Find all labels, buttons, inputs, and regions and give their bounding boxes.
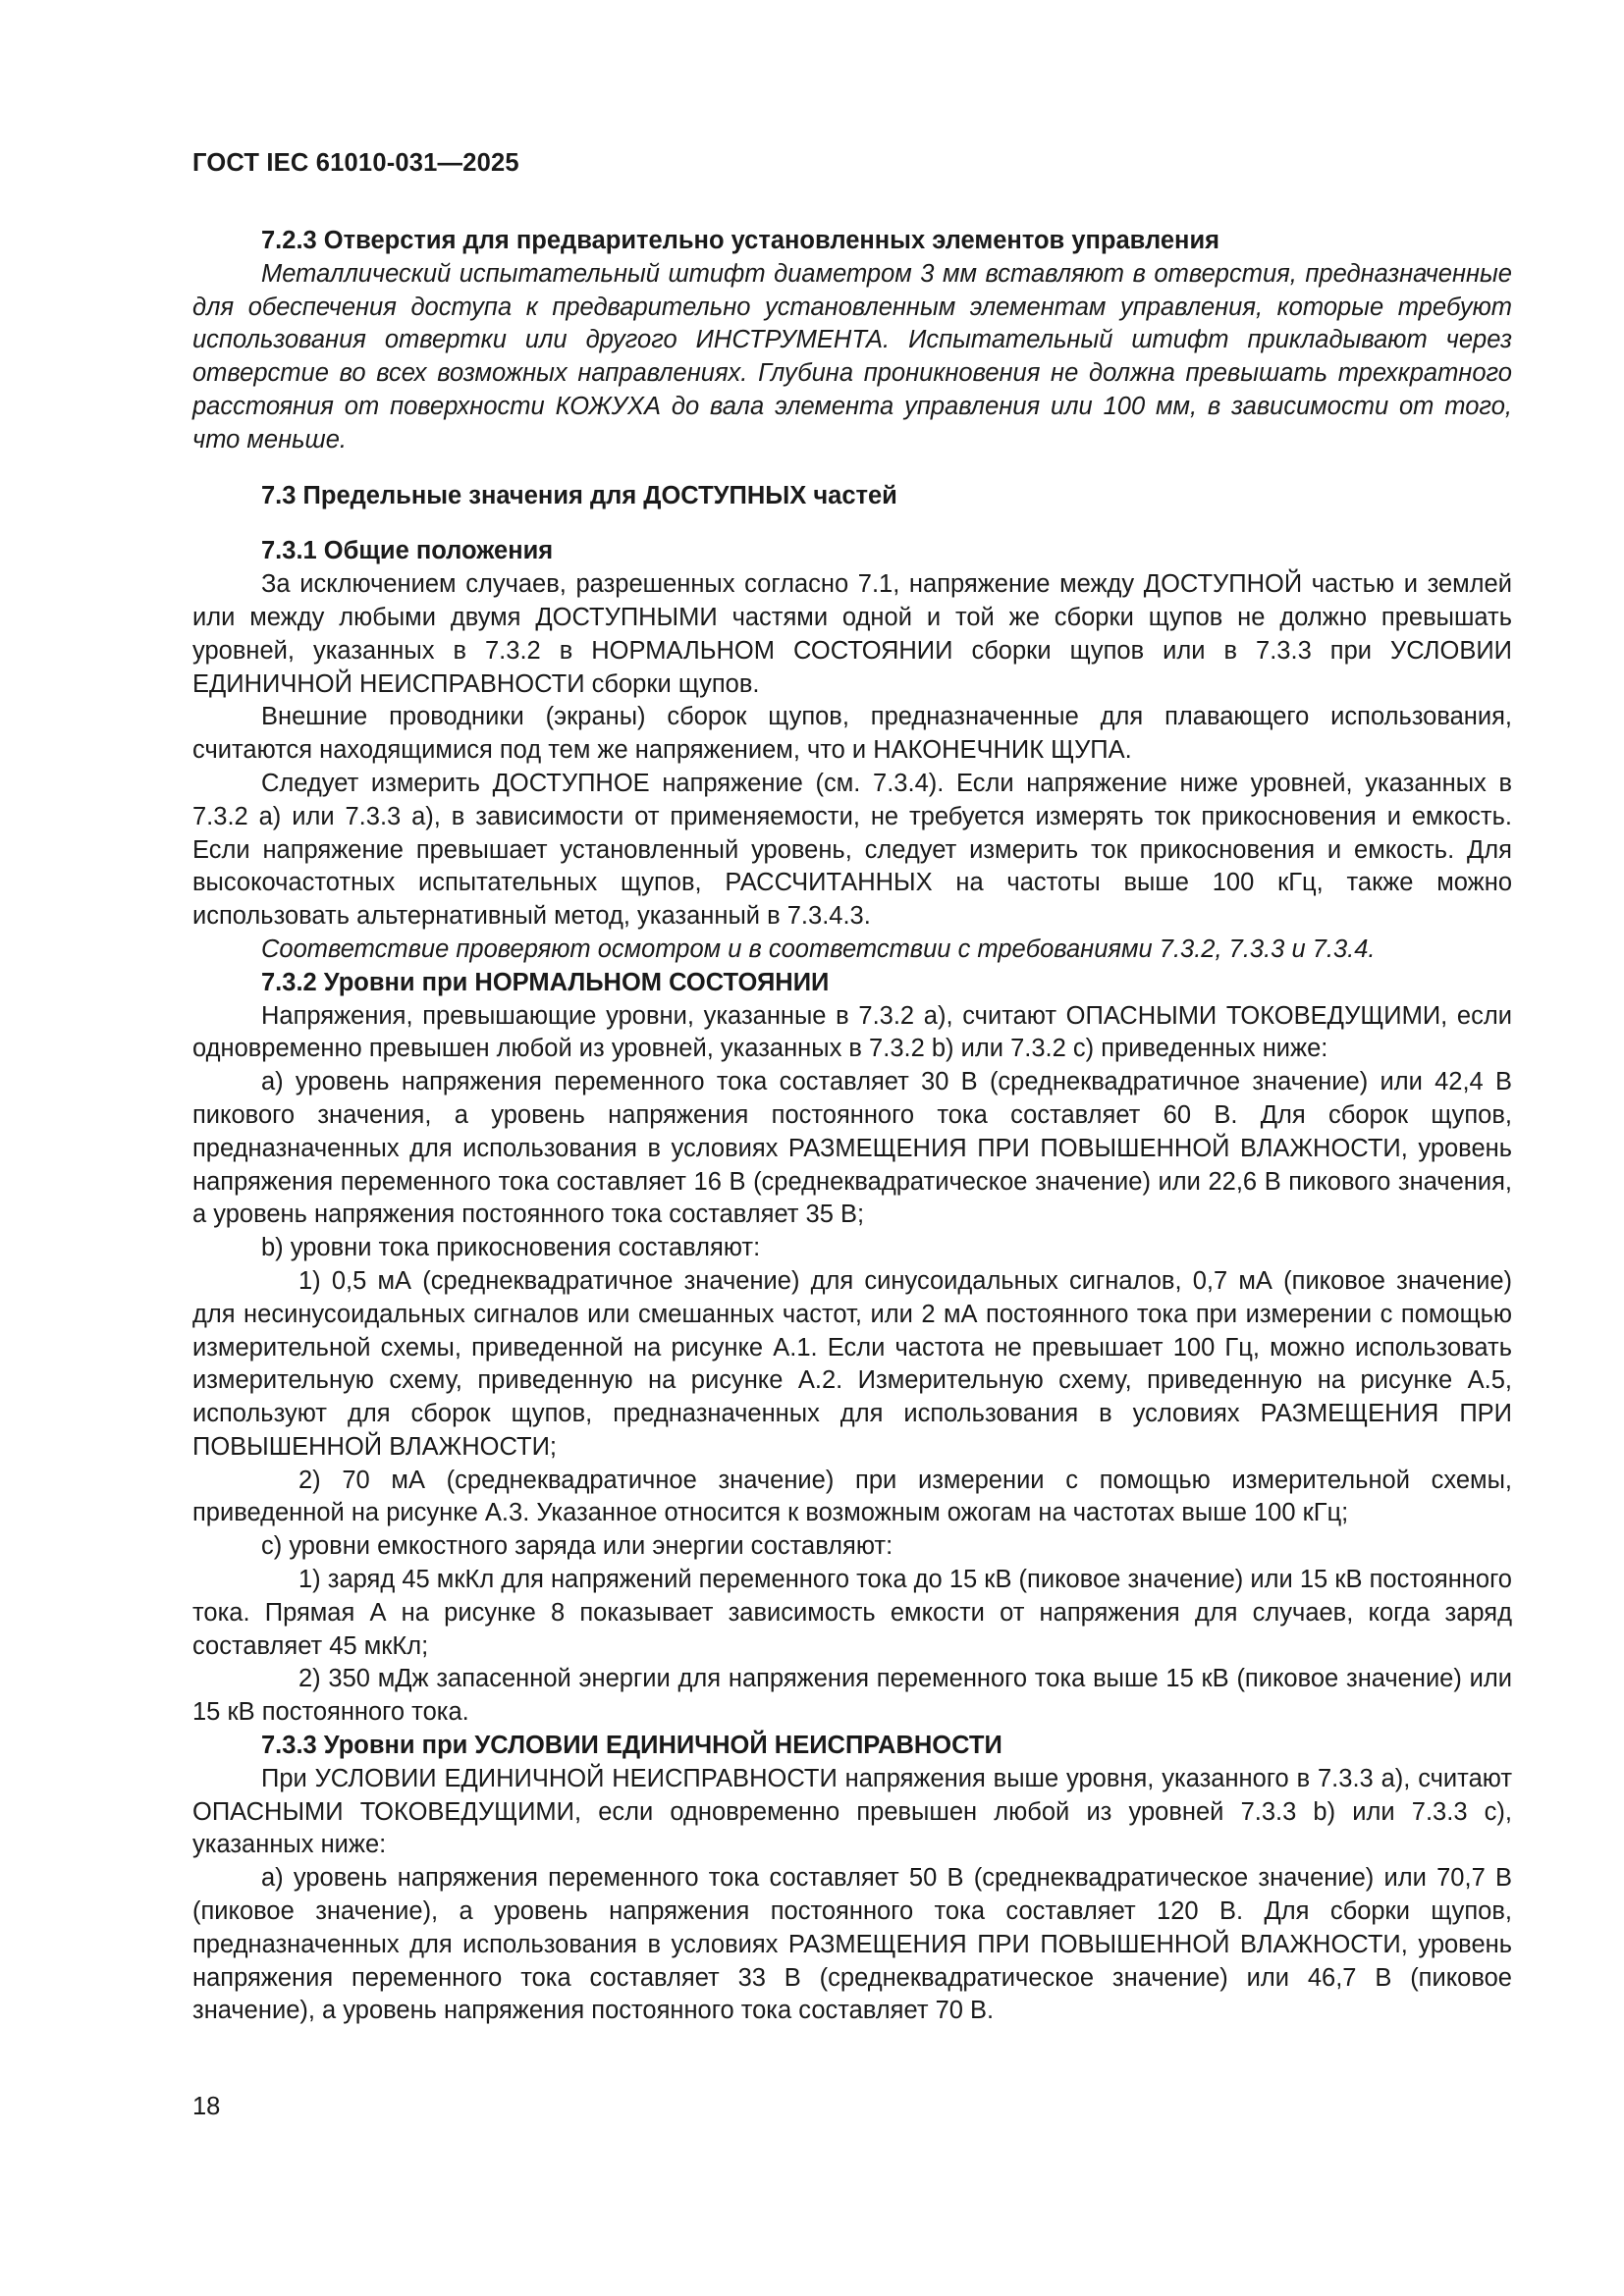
list-item-7-3-2-a: а) уровень напряжения переменного тока составляет 30 В (среднеквадратичное значение) или 42,4 В пикового значения, а уровень напряжения постоянного тока составляет 60 В. Для сборок щупов, предназначенных для использования в условиях РАЗМЕЩЕНИЯ ПРИ ПОВЫШЕННОЙ ВЛАЖНОСТИ, уровень напряжения переменного тока составляет 16 В (среднеквадратическое значение) или 22,6 В пикового значения, а уровень напряжения постоянного тока составляет 35 В; (192, 1068, 1512, 1229)
paragraph-7-3-1-1: За исключением случаев, разрешенных согласно 7.1, напряжение между ДОСТУПНОЙ частью и землей или между любыми двумя ДОСТУПНЫМИ частями одной и той же сборки щупов не должно превышать уровней, указанных в 7.3.2 в НОРМАЛЬНОМ СОСТОЯНИИ сборки щупов или в 7.3.3 при УСЛОВИИ ЕДИНИЧНОЙ НЕИСПРАВНОСТИ сборки щупов. (192, 570, 1512, 698)
heading-7-2-3: 7.2.3 Отверстия для предварительно установленных элементов управления (261, 227, 1219, 254)
paragraph-7-3-3-intro: При УСЛОВИИ ЕДИНИЧНОЙ НЕИСПРАВНОСТИ напряжения выше уровня, указанного в 7.3.3 а), считают ОПАСНЫМИ ТОКОВЕДУЩИМИ, если одновременно превышен любой из уровней 7.3.3 b) или 7.3.3 c), указанных ниже: (192, 1764, 1512, 1859)
list-item-7-3-2-c-1: 1) заряд 45 мкКл для напряжений переменного тока до 15 кВ (пиковое значение) или 15 кВ постоянного тока. Прямая А на рисунке 8 показывает зависимость емкости от напряжения для случаев, когда заряд составляет 45 мкКл; (192, 1566, 1512, 1660)
paragraph-7-2-3: Металлический испытательный штифт диаметром 3 мм вставляют в отверстия, предназначенные для обеспечения доступа к предварительно установленным элементам управления, которые требуют использования отвертки или другого ИНСТРУМЕНТА. Испытательный штифт прикладывают через отверстие во всех возможных направлениях. Глубина проникновения не должна превышать трехкратного расстояния от поверхности КОЖУХА до вала элемента управления или 100 мм, в зависимости от того, что меньше. (192, 259, 1512, 454)
page-number: 18 (192, 2093, 221, 2120)
document-header: ГОСТ IEC 61010-031—2025 (192, 149, 519, 177)
heading-7-3-3: 7.3.3 Уровни при УСЛОВИИ ЕДИНИЧНОЙ НЕИСПРАВНОСТИ (261, 1732, 1002, 1760)
heading-7-3-1: 7.3.1 Общие положения (261, 537, 554, 565)
paragraph-7-3-1-3: Следует измерить ДОСТУПНОЕ напряжение (см. 7.3.4). Если напряжение ниже уровней, указанных в 7.3.2 а) или 7.3.3 а), в зависимости от применяемости, не требуется измерять ток прикосновения и емкость. Если напряжение превышает установленный уровень, следует измерить ток прикосновения и емкость. Для высокочастотных испытательных щупов, РАССЧИТАННЫХ на частоты выше 100 кГц, также можно использовать альтернативный метод, указанный в 7.3.4.3. (192, 769, 1512, 931)
paragraph-7-3-2-intro: Напряжения, превышающие уровни, указанные в 7.3.2 а), считают ОПАСНЫМИ ТОКОВЕДУЩИМИ, если одновременно превышен любой из уровней, указанных в 7.3.2 b) или 7.3.2 c) приведенных ниже: (192, 1001, 1512, 1063)
list-item-7-3-2-b-2: 2) 70 мА (среднеквадратичное значение) при измерении с помощью измерительной схемы, приведенной на рисунке А.3. Указанное относится к возможным ожогам на частотах выше 100 кГц; (192, 1466, 1512, 1527)
heading-7-3: 7.3 Предельные значения для ДОСТУПНЫХ частей (261, 481, 897, 509)
paragraph-7-3-1-compliance: Соответствие проверяют осмотром и в соответствии с требованиями 7.3.2, 7.3.3 и 7.3.4. (261, 934, 1376, 963)
document-body (192, 225, 1512, 2028)
list-item-7-3-2-b-1: 1) 0,5 мА (среднеквадратичное значение) для синусоидальных сигналов, 0,7 мА (пиковое значение) для несинусоидальных сигналов или смешанных частот, или 2 мА постоянного тока при измерении с помощью измерительной схемы, приведенной на рисунке А.1. Если частота не превышает 100 Гц, можно использовать измерительную схему, приведенную на рисунке А.2. Измерительную схему, приведенную на рисунке А.5, используют для сборок щупов, предназначенных для использования в условиях РАЗМЕЩЕНИЯ ПРИ ПОВЫШЕННОЙ ВЛАЖНОСТИ; (192, 1266, 1512, 1461)
heading-7-3-2: 7.3.2 Уровни при НОРМАЛЬНОМ СОСТОЯНИИ (261, 968, 830, 996)
paragraph-7-3-1-2: Внешние проводники (экраны) сборок щупов, предназначенные для плавающего использования, считаются находящимися под тем же напряжением, что и НАКОНЕЧНИК ЩУПА. (192, 703, 1512, 765)
list-item-7-3-2-c-2: 2) 350 мДж запасенной энергии для напряжения переменного тока выше 15 кВ (пиковое значение) или 15 кВ постоянного тока. (192, 1665, 1512, 1727)
list-item-7-3-2-c: с) уровни емкостного заряда или энергии составляют: (261, 1532, 893, 1561)
list-item-7-3-3-a: а) уровень напряжения переменного тока составляет 50 В (среднеквадратическое значение) или 70,7 В (пиковое значение), а уровень напряжения постоянного тока составляет 120 В. Для сборки щупов, предназначенных для использования в условиях РАЗМЕЩЕНИЯ ПРИ ПОВЫШЕННОЙ ВЛАЖНОСТИ, уровень напряжения переменного тока составляет 33 В (среднеквадратическое значение) или 46,7 В (пиковое значение), а уровень напряжения постоянного тока составляет 70 В. (192, 1864, 1512, 2025)
list-item-7-3-2-b: b) уровни тока прикосновения составляют: (261, 1234, 761, 1262)
